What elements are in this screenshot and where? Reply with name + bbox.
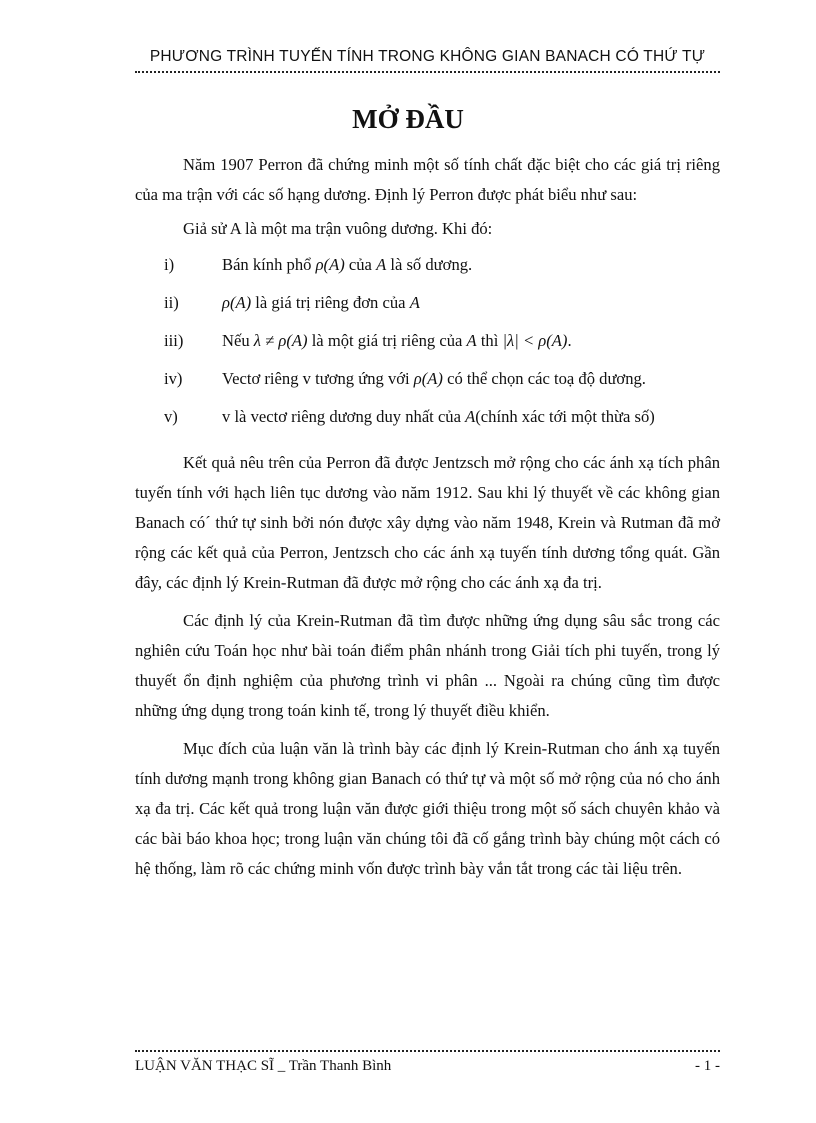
math-expression: ρ(A) bbox=[222, 293, 252, 312]
list-item-number: iii) bbox=[164, 331, 184, 350]
math-expression: ρ(A) bbox=[315, 255, 345, 274]
list-item-text: v là vectơ riêng dương duy nhất của A(chính xác tới một thừa số) bbox=[222, 407, 655, 426]
math-expression: |λ| < ρ(A) bbox=[502, 331, 568, 350]
list-item bbox=[135, 326, 720, 364]
paragraph-purpose: Mục đích của luận văn là trình bày các định lý Krein-Rutman cho ánh xạ tuyến tính dương mạnh trong không gian Banach có thứ tự và một số mở rộng của nó cho ánh xạ đa trị. Các kết quả trong luận văn được giới thiệu trong một số sách chuyên khảo và các bài báo khoa học; trong luận văn chúng tôi đã cố gắng trình bày chúng một cách có hệ thống, làm rõ các chứng minh vốn được trình bày vắn tắt trong các tài liệu trên. bbox=[135, 739, 720, 878]
list-item-number: iv) bbox=[164, 369, 183, 388]
footer-author: LUẬN VĂN THẠC SĨ _ Trần Thanh Bình bbox=[135, 1058, 392, 1074]
math-expression: A bbox=[376, 255, 387, 274]
paragraph-history: Kết quả nêu trên của Perron đã được Jentzsch mở rộng cho các ánh xạ tích phân tuyến tính với hạch liên tục dương vào năm 1912. Sau khi lý thuyết về các không gian Banach có´ thứ tự sinh bởi nón được xây dựng vào năm 1948, Krein và Rutman đã mở rộng các kết quả của Perron, Jentzsch cho các ánh xạ tuyến tính dương tổng quát. Gần đây, các định lý Krein-Rutman đã được mở rộng cho các ánh xạ đa trị. bbox=[135, 453, 720, 592]
list-item-text: Vectơ riêng v tương ứng với ρ(A) có thể chọn các toạ độ dương. bbox=[222, 369, 646, 388]
math-expression: A bbox=[466, 331, 477, 350]
list-item bbox=[135, 250, 720, 288]
theorem-premise: Giả sử A là một ma trận vuông dương. Khi đó: bbox=[183, 219, 493, 238]
list-item-number: i) bbox=[164, 255, 175, 274]
list-item bbox=[135, 364, 720, 402]
math-expression: A bbox=[465, 407, 476, 426]
list-item-text: Bán kính phổ ρ(A) của A là số dương. bbox=[222, 255, 473, 274]
math-expression: λ ≠ ρ(A) bbox=[253, 331, 308, 350]
running-header: PHƯƠNG TRÌNH TUYẾN TÍNH TRONG KHÔNG GIAN BANACH CÓ THỨ TỰ bbox=[149, 48, 706, 65]
list-item bbox=[135, 288, 720, 326]
paragraph-applications: Các định lý của Krein-Rutman đã tìm được những ứng dụng sâu sắc trong các nghiên cứu Toán học như bài toán điểm phân nhánh trong Giải tích phi tuyến, trong lý thuyết ổn định nghiệm của phương trình vi phân ... Ngoài ra chúng cũng tìm được những ứng dụng trong toán kinh tế, trong lý thuyết điều khiển. bbox=[135, 611, 720, 720]
math-expression: A bbox=[409, 293, 420, 312]
list-item-number: v) bbox=[164, 407, 178, 426]
page-title: MỞ ĐẦU bbox=[352, 104, 464, 134]
list-item-text: Nếu λ ≠ ρ(A) là một giá trị riêng của A thì |λ| < ρ(A). bbox=[222, 331, 572, 350]
paragraph-intro: Năm 1907 Perron đã chứng minh một số tính chất đặc biệt cho các giá trị riêng của ma trận với các số hạng dương. Định lý Perron được phát biểu như sau: bbox=[135, 155, 720, 204]
theorem-list bbox=[135, 250, 720, 440]
header-divider bbox=[135, 71, 720, 73]
list-item-text: ρ(A) là giá trị riêng đơn của A bbox=[222, 293, 420, 312]
math-expression: ρ(A) bbox=[413, 369, 443, 388]
list-item bbox=[135, 402, 720, 440]
footer-divider bbox=[135, 1050, 720, 1052]
list-item-number: ii) bbox=[164, 293, 179, 312]
page-number: - 1 - bbox=[695, 1058, 720, 1074]
body-text bbox=[135, 150, 720, 884]
